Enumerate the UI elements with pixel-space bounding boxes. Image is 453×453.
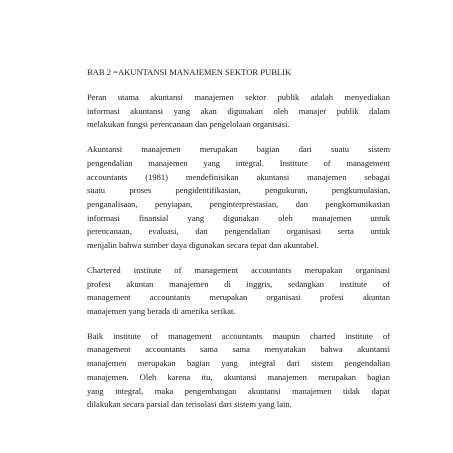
text-line: dilakukan secara parsial dan terisolasi dari sistem yang lain. <box>87 399 292 410</box>
text-line: Baik institute of management accountants maupun charted institute of <box>87 330 390 341</box>
paragraphs-container <box>87 91 390 412</box>
paragraph-3 <box>87 264 390 319</box>
text-line: informasi finansial yang digunakan oleh manajemen untuk <box>87 212 390 223</box>
paragraph-4 <box>87 330 390 412</box>
chapter-heading: BAB 2 =AKUNTANSI MANAJEMEN SEKTOR PUBLIK <box>87 67 292 77</box>
text-line: manajemen merupakan bagian yang integral dari sistem pengendalian <box>87 358 390 369</box>
text-line: accountants (1981) mendefinisikan akuntansi manajemen sebagai <box>87 171 390 182</box>
document-content <box>87 66 390 423</box>
text-line: manajemen. Oleh karena itu, akuntansi manajemen merupakan bagian <box>87 371 390 382</box>
text-line: yang integral, maka pengembangan akuntansi manajemen tidak dapat <box>87 385 390 396</box>
text-line: Akuntansi manajemen merupakan bagian dari suatu sistem <box>87 144 390 155</box>
text-line: management accountants merupakan organisasi profesi akuntan <box>87 292 390 303</box>
text-line: Peran utama akuntansi manajemen sektor publik adalah menyediakan <box>87 91 390 102</box>
text-line: manajemen yang berada di amerika serikat. <box>87 305 236 316</box>
text-line: perencanaan, evaluasi, dan pengendalian organisasi serta untuk <box>87 226 390 237</box>
paragraph-1 <box>87 91 390 132</box>
text-line: profesi akuntan manajemen di inggris, sedangkan institute of <box>87 278 390 289</box>
text-line: pengendalian manajemen yang integral. Institute of management <box>87 157 390 168</box>
text-line: Chartered institute of management accountants merupakan organisasi <box>87 264 390 275</box>
paragraph-2 <box>87 143 390 253</box>
text-line: informasi akuntansi yang akan digunakan oleh manajer publik dalam <box>87 105 390 116</box>
text-line: menjalin bahwa sumber daya digunakan secara tepat dan akuntabel. <box>87 239 319 250</box>
text-line: management accountants sama sama menyatakan bahwa akuntansi <box>87 344 390 355</box>
text-line: melakukan fungsi perencanaan dan pengelolaan organisasi. <box>87 119 290 130</box>
text-line: penganalisaan, penyiapan, penginterprestasian, dan pengkomunikasian <box>87 198 390 209</box>
text-line: suatu proses pengidentifikasian, pengukuran, pengkumulasian, <box>87 185 390 196</box>
